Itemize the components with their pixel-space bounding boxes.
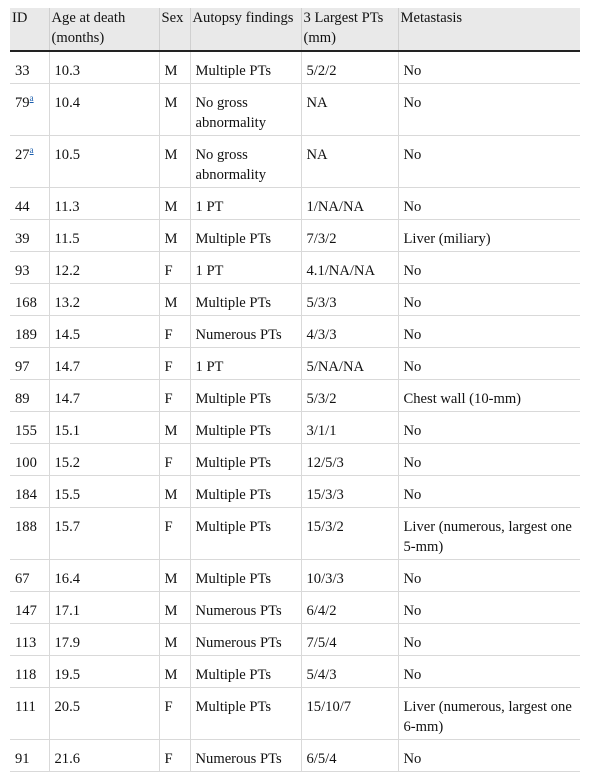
cell-metastasis <box>398 284 580 316</box>
cell-largest-pts-text: 15/3/2 <box>306 519 344 535</box>
column-header-age: Age at death (months) <box>49 8 159 51</box>
cell-age <box>49 84 159 136</box>
cell-largest-pts <box>301 220 398 252</box>
cell-findings-text: Multiple PTs <box>195 423 272 439</box>
cell-id-text: 27 <box>15 147 30 163</box>
cell-findings <box>190 508 301 560</box>
cell-metastasis <box>398 560 580 592</box>
cell-id <box>10 84 49 136</box>
cell-metastasis-text: No <box>403 487 422 503</box>
cell-id <box>10 284 49 316</box>
cell-sex-text: M <box>164 571 178 587</box>
cell-sex <box>159 51 190 84</box>
cell-sex <box>159 220 190 252</box>
cell-metastasis-text: No <box>403 95 422 111</box>
cell-age <box>49 740 159 772</box>
cell-metastasis-text: No <box>403 359 422 375</box>
cell-id-text: 188 <box>15 519 37 535</box>
cell-largest-pts-text: 7/5/4 <box>306 635 337 651</box>
cell-id-text: 168 <box>15 295 37 311</box>
cell-largest-pts <box>301 348 398 380</box>
cell-sex <box>159 380 190 412</box>
cell-findings-text: Numerous PTs <box>195 327 282 343</box>
cell-age-text: 15.2 <box>54 455 81 471</box>
cell-id-text: 91 <box>15 751 30 767</box>
table-row <box>10 624 580 656</box>
cell-id <box>10 220 49 252</box>
cell-largest-pts-text: 5/NA/NA <box>306 359 365 375</box>
cell-metastasis <box>398 316 580 348</box>
data-table-container <box>10 8 580 772</box>
column-header-findings: Autopsy findings <box>190 8 301 51</box>
cell-id <box>10 560 49 592</box>
cell-sex <box>159 560 190 592</box>
cell-findings <box>190 560 301 592</box>
cell-id-text: 111 <box>15 699 36 715</box>
table-row <box>10 316 580 348</box>
cell-sex-text: F <box>164 263 173 279</box>
cell-sex-text: M <box>164 635 178 651</box>
cell-age <box>49 188 159 220</box>
cell-largest-pts <box>301 740 398 772</box>
cell-age <box>49 476 159 508</box>
cell-sex <box>159 688 190 740</box>
cell-sex-text: F <box>164 455 173 471</box>
cell-id <box>10 444 49 476</box>
cell-largest-pts <box>301 592 398 624</box>
cell-id-text: 97 <box>15 359 30 375</box>
table-body <box>10 51 580 772</box>
cell-sex-text: M <box>164 487 178 503</box>
cell-id-text: 189 <box>15 327 37 343</box>
cell-largest-pts-text: 5/4/3 <box>306 667 337 683</box>
cell-sex-text: M <box>164 603 178 619</box>
cell-largest-pts <box>301 560 398 592</box>
cell-metastasis <box>398 740 580 772</box>
cell-metastasis <box>398 51 580 84</box>
table-row <box>10 252 580 284</box>
cell-sex-text: M <box>164 63 178 79</box>
cell-metastasis <box>398 624 580 656</box>
cell-largest-pts <box>301 316 398 348</box>
cell-largest-pts <box>301 476 398 508</box>
cell-largest-pts-text: 5/3/2 <box>306 391 337 407</box>
cell-sex <box>159 412 190 444</box>
cell-id <box>10 136 49 188</box>
cell-findings-text: Numerous PTs <box>195 603 282 619</box>
cell-sex-text: M <box>164 423 178 439</box>
cell-largest-pts <box>301 508 398 560</box>
cell-largest-pts <box>301 412 398 444</box>
cell-age <box>49 220 159 252</box>
cell-age-text: 17.1 <box>54 603 81 619</box>
cell-metastasis <box>398 656 580 688</box>
cell-metastasis-text: No <box>403 571 422 587</box>
cell-findings-text: Multiple PTs <box>195 519 272 535</box>
cell-metastasis <box>398 84 580 136</box>
cell-age <box>49 51 159 84</box>
cell-findings-text: No gross abnormality <box>195 147 267 183</box>
table-row <box>10 136 580 188</box>
cell-id <box>10 348 49 380</box>
table-row <box>10 220 580 252</box>
cell-id-text: 118 <box>15 667 37 683</box>
cell-metastasis-text: No <box>403 147 422 163</box>
table-row <box>10 444 580 476</box>
cell-largest-pts-text: 3/1/1 <box>306 423 337 439</box>
cell-findings-text: 1 PT <box>195 359 224 375</box>
cell-findings <box>190 592 301 624</box>
footnote-link[interactable]: a <box>29 145 34 156</box>
cell-age <box>49 412 159 444</box>
cell-id <box>10 740 49 772</box>
cell-age <box>49 284 159 316</box>
cell-id-text: 100 <box>15 455 37 471</box>
cell-age-text: 14.5 <box>54 327 81 343</box>
cell-metastasis-text: No <box>403 63 422 79</box>
table-row <box>10 284 580 316</box>
column-header-id: ID <box>10 8 49 51</box>
cell-findings-text: Multiple PTs <box>195 667 272 683</box>
cell-metastasis <box>398 220 580 252</box>
cell-sex-text: F <box>164 327 173 343</box>
cell-metastasis <box>398 444 580 476</box>
cell-metastasis-text: Chest wall (10-mm) <box>403 391 522 407</box>
cell-largest-pts-text: 1/NA/NA <box>306 199 365 215</box>
cell-age <box>49 688 159 740</box>
cell-largest-pts-text: 5/2/2 <box>306 63 337 79</box>
cell-sex <box>159 348 190 380</box>
cell-age-text: 10.5 <box>54 147 81 163</box>
cell-id <box>10 380 49 412</box>
cell-id <box>10 51 49 84</box>
cell-sex <box>159 136 190 188</box>
cell-sex <box>159 624 190 656</box>
cell-age-text: 15.1 <box>54 423 81 439</box>
cell-id-text: 67 <box>15 571 30 587</box>
cell-id <box>10 508 49 560</box>
cell-sex <box>159 188 190 220</box>
cell-findings <box>190 284 301 316</box>
cell-age-text: 20.5 <box>54 699 81 715</box>
table-row <box>10 508 580 560</box>
cell-metastasis-text: No <box>403 455 422 471</box>
autopsy-table <box>10 8 580 772</box>
cell-findings <box>190 188 301 220</box>
cell-findings <box>190 252 301 284</box>
cell-largest-pts <box>301 252 398 284</box>
cell-sex-text: M <box>164 231 178 247</box>
cell-sex-text: M <box>164 295 178 311</box>
column-header-sex: Sex <box>159 8 190 51</box>
cell-findings <box>190 84 301 136</box>
cell-findings <box>190 624 301 656</box>
cell-findings <box>190 476 301 508</box>
cell-sex <box>159 508 190 560</box>
cell-metastasis <box>398 688 580 740</box>
cell-metastasis-text: No <box>403 263 422 279</box>
cell-largest-pts-text: 4.1/NA/NA <box>306 263 376 279</box>
cell-id <box>10 476 49 508</box>
cell-age <box>49 136 159 188</box>
cell-id <box>10 592 49 624</box>
cell-metastasis-text: No <box>403 327 422 343</box>
cell-largest-pts-text: 6/5/4 <box>306 751 337 767</box>
table-row <box>10 740 580 772</box>
cell-sex <box>159 444 190 476</box>
cell-id <box>10 688 49 740</box>
cell-id <box>10 624 49 656</box>
cell-id <box>10 412 49 444</box>
column-header-largest-pts: 3 Largest PTs (mm) <box>301 8 398 51</box>
cell-metastasis <box>398 252 580 284</box>
cell-largest-pts <box>301 380 398 412</box>
cell-age-text: 11.3 <box>54 199 80 215</box>
cell-largest-pts-text: NA <box>306 95 328 111</box>
cell-metastasis-text: No <box>403 751 422 767</box>
cell-largest-pts <box>301 51 398 84</box>
cell-metastasis <box>398 348 580 380</box>
cell-metastasis-text: No <box>403 635 422 651</box>
cell-age-text: 12.2 <box>54 263 81 279</box>
cell-id-text: 113 <box>15 635 37 651</box>
cell-findings <box>190 412 301 444</box>
cell-metastasis <box>398 412 580 444</box>
cell-id-text: 93 <box>15 263 30 279</box>
cell-id-text: 184 <box>15 487 37 503</box>
cell-largest-pts-text: 5/3/3 <box>306 295 337 311</box>
cell-findings <box>190 444 301 476</box>
cell-metastasis <box>398 136 580 188</box>
cell-age <box>49 656 159 688</box>
cell-findings-text: Multiple PTs <box>195 231 272 247</box>
cell-findings-text: 1 PT <box>195 263 224 279</box>
cell-largest-pts <box>301 284 398 316</box>
cell-metastasis <box>398 508 580 560</box>
cell-largest-pts-text: NA <box>306 147 328 163</box>
cell-largest-pts <box>301 84 398 136</box>
cell-id-text: 155 <box>15 423 37 439</box>
table-row <box>10 380 580 412</box>
cell-age-text: 11.5 <box>54 231 80 247</box>
cell-largest-pts <box>301 444 398 476</box>
cell-findings <box>190 136 301 188</box>
cell-age-text: 14.7 <box>54 391 81 407</box>
table-row <box>10 348 580 380</box>
table-row <box>10 592 580 624</box>
cell-largest-pts <box>301 136 398 188</box>
cell-id <box>10 252 49 284</box>
cell-metastasis <box>398 380 580 412</box>
cell-largest-pts <box>301 688 398 740</box>
cell-id-text: 39 <box>15 231 30 247</box>
cell-sex <box>159 592 190 624</box>
cell-id-text: 147 <box>15 603 37 619</box>
cell-sex-text: M <box>164 95 178 111</box>
cell-metastasis-text: No <box>403 603 422 619</box>
cell-age-text: 13.2 <box>54 295 81 311</box>
cell-metastasis-text: No <box>403 199 422 215</box>
cell-age <box>49 560 159 592</box>
cell-age-text: 16.4 <box>54 571 81 587</box>
cell-findings-text: Multiple PTs <box>195 455 272 471</box>
table-row <box>10 84 580 136</box>
cell-age-text: 14.7 <box>54 359 81 375</box>
table-row <box>10 476 580 508</box>
cell-findings-text: Multiple PTs <box>195 63 272 79</box>
cell-sex-text: F <box>164 699 173 715</box>
cell-metastasis <box>398 188 580 220</box>
table-row <box>10 188 580 220</box>
cell-largest-pts-text: 15/10/7 <box>306 699 352 715</box>
cell-sex <box>159 84 190 136</box>
cell-age <box>49 252 159 284</box>
cell-sex <box>159 252 190 284</box>
table-row <box>10 688 580 740</box>
cell-findings <box>190 51 301 84</box>
cell-age-text: 10.3 <box>54 63 81 79</box>
table-row <box>10 51 580 84</box>
cell-age <box>49 444 159 476</box>
cell-metastasis-text: No <box>403 423 422 439</box>
cell-findings-text: No gross abnormality <box>195 95 267 131</box>
cell-age <box>49 592 159 624</box>
cell-age-text: 21.6 <box>54 751 81 767</box>
cell-findings-text: Numerous PTs <box>195 635 282 651</box>
cell-age-text: 17.9 <box>54 635 81 651</box>
table-row <box>10 412 580 444</box>
cell-sex <box>159 656 190 688</box>
cell-findings <box>190 380 301 412</box>
cell-largest-pts-text: 6/4/2 <box>306 603 337 619</box>
cell-age-text: 10.4 <box>54 95 81 111</box>
cell-findings <box>190 220 301 252</box>
table-header-row <box>10 8 580 51</box>
cell-id-text: 79 <box>15 95 30 111</box>
cell-findings-text: Multiple PTs <box>195 699 272 715</box>
cell-sex <box>159 476 190 508</box>
cell-largest-pts-text: 7/3/2 <box>306 231 337 247</box>
cell-age <box>49 348 159 380</box>
footnote-link[interactable]: a <box>29 93 34 104</box>
cell-largest-pts <box>301 656 398 688</box>
cell-metastasis-text: No <box>403 667 422 683</box>
cell-largest-pts-text: 15/3/3 <box>306 487 344 503</box>
cell-metastasis-text: Liver (numerous, largest one 5-mm) <box>403 519 572 555</box>
cell-metastasis <box>398 592 580 624</box>
cell-id <box>10 656 49 688</box>
cell-age <box>49 316 159 348</box>
cell-findings-text: Multiple PTs <box>195 487 272 503</box>
cell-age-text: 15.5 <box>54 487 81 503</box>
cell-findings <box>190 316 301 348</box>
cell-metastasis-text: Liver (numerous, largest one 6-mm) <box>403 699 572 735</box>
cell-id-text: 89 <box>15 391 30 407</box>
cell-metastasis-text: Liver (miliary) <box>403 231 491 247</box>
cell-age-text: 19.5 <box>54 667 81 683</box>
table-row <box>10 560 580 592</box>
cell-findings <box>190 348 301 380</box>
cell-sex <box>159 284 190 316</box>
cell-findings-text: Multiple PTs <box>195 391 272 407</box>
cell-age <box>49 380 159 412</box>
cell-sex-text: M <box>164 199 178 215</box>
cell-id <box>10 188 49 220</box>
cell-metastasis <box>398 476 580 508</box>
cell-sex-text: F <box>164 391 173 407</box>
cell-id-text: 33 <box>15 63 30 79</box>
cell-findings <box>190 740 301 772</box>
cell-findings-text: Numerous PTs <box>195 751 282 767</box>
column-header-metastasis: Metastasis <box>398 8 580 51</box>
cell-id-text: 44 <box>15 199 30 215</box>
cell-largest-pts-text: 10/3/3 <box>306 571 344 587</box>
cell-sex-text: F <box>164 751 173 767</box>
cell-id <box>10 316 49 348</box>
cell-largest-pts-text: 4/3/3 <box>306 327 337 343</box>
cell-largest-pts-text: 12/5/3 <box>306 455 344 471</box>
cell-sex-text: M <box>164 667 178 683</box>
cell-findings <box>190 656 301 688</box>
cell-largest-pts <box>301 624 398 656</box>
cell-largest-pts <box>301 188 398 220</box>
cell-findings-text: 1 PT <box>195 199 224 215</box>
cell-sex-text: F <box>164 359 173 375</box>
cell-findings-text: Multiple PTs <box>195 295 272 311</box>
cell-findings-text: Multiple PTs <box>195 571 272 587</box>
cell-sex-text: F <box>164 519 173 535</box>
cell-sex-text: M <box>164 147 178 163</box>
cell-age <box>49 508 159 560</box>
table-row <box>10 656 580 688</box>
cell-age-text: 15.7 <box>54 519 81 535</box>
cell-sex <box>159 740 190 772</box>
cell-metastasis-text: No <box>403 295 422 311</box>
cell-findings <box>190 688 301 740</box>
cell-age <box>49 624 159 656</box>
cell-sex <box>159 316 190 348</box>
